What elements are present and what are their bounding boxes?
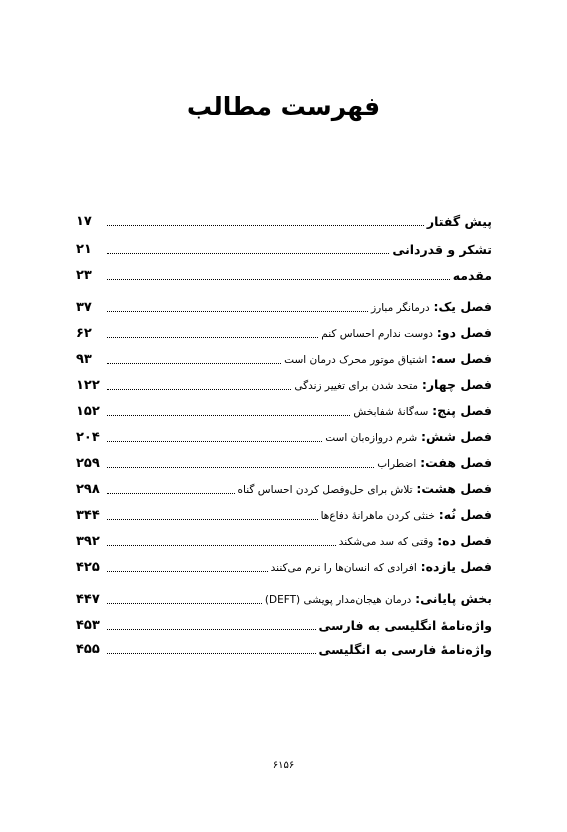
toc-leader-dots (107, 415, 350, 416)
toc-entry (76, 372, 492, 394)
toc-entry-subtitle: وقتی که سد می‌شکند (338, 536, 434, 548)
toc-entry-label: فصل پنج: (432, 403, 492, 418)
toc-leader-dots (107, 225, 424, 226)
toc-entry-subtitle: دوست ندارم احساس کنم (321, 328, 433, 340)
toc-entry (76, 398, 492, 420)
toc-entry (76, 450, 492, 472)
toc-entry (76, 612, 492, 634)
toc-entry (76, 262, 492, 284)
toc-page-number: ۲۹۸ (76, 482, 100, 497)
toc-entry-label: پیش گفتار (426, 214, 492, 229)
toc-entry (76, 636, 492, 658)
toc-page-number: ۱۲۲ (76, 378, 100, 393)
toc-leader-dots (107, 389, 291, 390)
toc-entry-label: فصل یازده: (420, 559, 492, 574)
toc-entry (76, 208, 492, 230)
toc-entry-label: واژه‌نامهٔ فارسی به انگلیسی (318, 642, 492, 657)
toc-entry (76, 502, 492, 524)
toc-leader-dots (107, 337, 318, 338)
toc-page-number: ۳۷ (76, 300, 92, 315)
toc-leader-dots (107, 363, 281, 364)
toc-entry (76, 346, 492, 368)
toc-entry-label: فصل هفت: (420, 455, 492, 470)
toc-entry (76, 554, 492, 576)
toc-entry-label: فصل هشت: (416, 481, 492, 496)
toc-entry-label: فصل شش: (421, 429, 492, 444)
toc-page-number: ۶۲ (76, 326, 92, 341)
toc-entry-label: فصل سه: (431, 351, 492, 366)
toc-entry-label: فصل دو: (436, 325, 492, 340)
toc-entry-subtitle: خنثی کردن ماهرانهٔ دفاع‌ها (320, 510, 435, 522)
toc-page-number: ۴۵۳ (76, 618, 100, 633)
toc-leader-dots (107, 545, 336, 546)
toc-leader-dots (107, 253, 389, 254)
toc-page-number: ۳۴۴ (76, 508, 100, 523)
toc-leader-dots (107, 571, 268, 572)
toc-page-number: ۴۲۵ (76, 560, 100, 575)
toc-leader-dots (107, 467, 374, 468)
toc-entry-subtitle: اشتیاق موتور محرک درمان است (284, 354, 428, 366)
toc-leader-dots (107, 441, 322, 442)
toc-page-number: ۴۴۷ (76, 592, 100, 607)
toc-entry-label: فصل چهار: (421, 377, 492, 392)
toc-entry-subtitle: متحد شدن برای تغییر زندگی (294, 380, 418, 392)
toc-page-number: ۱۷ (76, 214, 92, 229)
toc-page-number: ۲۱ (76, 242, 92, 257)
toc-page-number: ۳۹۲ (76, 534, 100, 549)
toc-entry (76, 236, 492, 258)
page-title: فهرست مطالب (186, 92, 381, 121)
toc-entry-label: فصل ده: (437, 533, 492, 548)
toc-entry (76, 424, 492, 446)
toc-entry-label: فصل نُه: (438, 507, 492, 522)
toc-entry-label: واژه‌نامهٔ انگلیسی به فارسی (318, 618, 492, 633)
toc-entry (76, 476, 492, 498)
toc-entry-label: بخش پایانی: (415, 591, 492, 606)
toc-leader-dots (107, 519, 318, 520)
toc-entry-subtitle: تلاش برای حل‌وفصل کردن احساس گناه (237, 484, 413, 496)
toc-leader-dots (107, 653, 316, 654)
toc-page-number: ۲۰۴ (76, 430, 100, 445)
toc-entry-subtitle: افرادی که انسان‌ها را نرم می‌کنند (270, 562, 417, 574)
toc-page-number: ۲۳ (76, 268, 92, 283)
toc-entry-subtitle: درمان هیجان‌مدار پویشی (DEFT) (264, 594, 412, 606)
toc-entry-label: مقدمه (452, 268, 492, 283)
toc-entry (76, 294, 492, 316)
toc-page-number: ۱۵۲ (76, 404, 100, 419)
toc-leader-dots (107, 603, 262, 604)
toc-entry-label: تشکر و قدردانی (392, 242, 492, 257)
toc-entry-subtitle: اضطراب (377, 458, 417, 470)
toc-leader-dots (107, 629, 316, 630)
toc-leader-dots (107, 493, 235, 494)
toc-entry (76, 528, 492, 550)
toc-page-number: ۴۵۵ (76, 642, 100, 657)
toc-entry (76, 586, 492, 608)
toc-entry-subtitle: سه‌گانهٔ شفابخش (353, 406, 429, 418)
toc-entry (76, 320, 492, 342)
toc-page-number: ۲۵۹ (76, 456, 100, 471)
toc-entry-subtitle: شرم دروازه‌بان است (325, 432, 418, 444)
toc-leader-dots (107, 311, 368, 312)
toc-page-number: ۹۳ (76, 352, 92, 367)
toc-entry-label: فصل یک: (433, 299, 492, 314)
toc-leader-dots (107, 279, 450, 280)
page-number: ۶۱۵۶ (272, 760, 295, 771)
toc-entry-subtitle: درمانگر مبارز (371, 302, 430, 314)
